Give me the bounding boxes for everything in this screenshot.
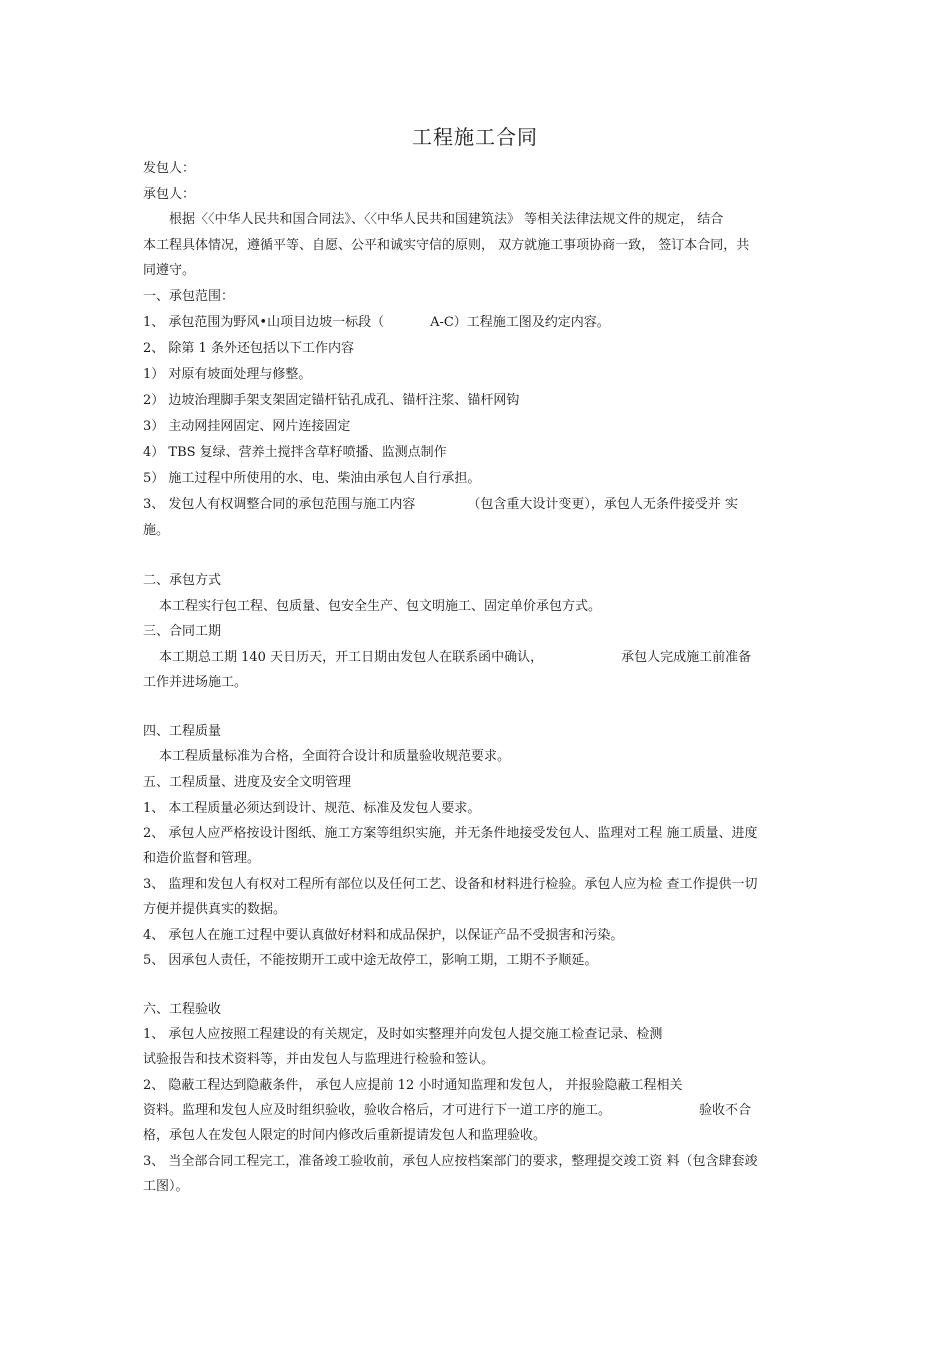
clause-1-3: 3、 发包人有权调整合同的承包范围与施工内容 （包含重大设计变更），承包人无条件接受并 实 bbox=[143, 497, 739, 512]
clause-6-1-cont: 试验报告和技术资料等，并由发包人与监理进行检验和签认。 bbox=[143, 1052, 495, 1067]
clause-5-3: 3、 监理和发包人有权对工程所有部位以及任何工艺、设备和材料进行检验。承包人应为检 查工作提供一切 bbox=[143, 877, 758, 892]
section-2-heading: 二、承包方式 bbox=[143, 573, 222, 588]
section-5-heading: 五、工程质量、进度及安全文明管理 bbox=[143, 775, 352, 790]
clause-5-5: 5、 因承包人责任，不能按期开工或中途无故停工，影响工期，工期不予顺延。 bbox=[143, 953, 598, 968]
clause-1-3-cont: 施。 bbox=[143, 523, 170, 538]
sub-item-4: 4） TBS 复绿、营养土搅拌含草籽喷播、监测点制作 bbox=[143, 445, 447, 460]
clause-6-3: 3、 当全部合同工程完工，准备竣工验收前，承包人应按档案部门的要求，整理提交竣工资 料（包含肆套竣 bbox=[143, 1154, 758, 1169]
section-3-heading: 三、合同工期 bbox=[143, 624, 222, 639]
clause-6-3-cont: 工图）。 bbox=[143, 1179, 189, 1194]
clause-5-3-cont: 方便并提供真实的数据。 bbox=[143, 902, 287, 917]
section-6-heading: 六、工程验收 bbox=[143, 1002, 222, 1017]
section-3-body: 本工期总工期 140 天日历天，开工日期由发包人在联系函中确认， 承包人完成施工前准备 bbox=[159, 650, 752, 665]
clause-1-1: 1、 承包范围为野风•山项目边坡一标段（ A-C）工程施工图及约定内容。 bbox=[143, 315, 610, 330]
clause-1-2: 2、 除第 1 条外还包括以下工作内容 bbox=[143, 341, 354, 356]
clause-5-1: 1、 本工程质量必须达到设计、规范、标准及发包人要求。 bbox=[143, 801, 481, 816]
section-3-body-cont: 工作并进场施工。 bbox=[143, 675, 248, 690]
sub-item-3: 3） 主动网挂网固定、网片连接固定 bbox=[143, 419, 351, 434]
section-1-heading: 一、承包范围： bbox=[143, 289, 235, 304]
clause-6-2-cont-2: 格，承包人在发包人限定的时间内修改后重新提请发包人和监理验收。 bbox=[143, 1128, 547, 1143]
preamble-line-2: 本工程具体情况，遵循平等、自愿、公平和诚实守信的原则， 双方就施工事项协商一致， 签订本合同，共 bbox=[143, 238, 750, 253]
preamble-line-3: 同遵守。 bbox=[143, 263, 196, 278]
clause-6-1: 1、 承包人应按照工程建设的有关规定，及时如实整理并向发包人提交施工检查记录、检测 bbox=[143, 1027, 663, 1042]
document-title: 工程施工合同 bbox=[412, 125, 538, 149]
sub-item-5: 5） 施工过程中所使用的水、电、柴油由承包人自行承担。 bbox=[143, 471, 481, 486]
sub-item-1: 1） 对原有坡面处理与修整。 bbox=[143, 367, 312, 382]
employer-line: 发包人： bbox=[143, 161, 196, 176]
section-4-body: 本工程质量标准为合格，全面符合设计和质量验收规范要求。 bbox=[159, 749, 511, 764]
sub-item-2: 2） 边坡治理脚手架支架固定锚杆钻孔成孔、锚杆注浆、锚杆网钩 bbox=[143, 393, 520, 408]
clause-6-2: 2、 隐蔽工程达到隐蔽条件， 承包人应提前 12 小时通知监理和发包人， 并报验隐蔽工程相关 bbox=[143, 1078, 683, 1093]
clause-5-2: 2、 承包人应严格按设计图纸、施工方案等组织实施，并无条件地接受发包人、监理对工程 施工质量、进度 bbox=[143, 826, 758, 841]
section-2-body: 本工程实行包工程、包质量、包安全生产、包文明施工、固定单价承包方式。 bbox=[159, 599, 602, 614]
clause-6-2-cont: 资料。监理和发包人应及时组织验收，验收合格后，才可进行下一道工序的施工。 验收不合 bbox=[143, 1103, 752, 1118]
contractor-line: 承包人： bbox=[143, 187, 196, 202]
clause-5-2-cont: 和造价监督和管理。 bbox=[143, 851, 261, 866]
section-4-heading: 四、工程质量 bbox=[143, 724, 222, 739]
preamble-line-1: 根据〈〈中华人民共和国合同法》、〈〈中华人民共和国建筑法》 等相关法律法规文件的规定， 结合 bbox=[169, 212, 724, 227]
clause-5-4: 4、 承包人在施工过程中要认真做好材料和成品保护，以保证产品不受损害和污染。 bbox=[143, 928, 624, 943]
